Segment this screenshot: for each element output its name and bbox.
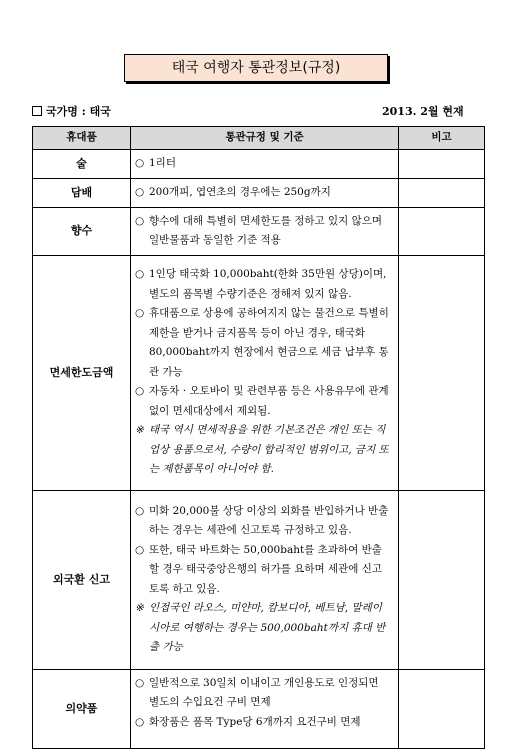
rule-item <box>135 183 392 203</box>
customs-table <box>32 126 485 749</box>
rule-text: 향수에 대해 특별히 면세한도를 정하고 있지 않으며 일반물품과 동일한 기준 적용 <box>149 214 383 246</box>
row-category: 향수 <box>33 207 131 255</box>
rule-note <box>135 599 392 658</box>
row-remarks <box>399 178 485 207</box>
row-remarks <box>399 490 485 669</box>
table-header-row <box>33 127 485 150</box>
rule-text: 휴대품으로 상용에 공하여지지 않는 물건으로 특별히 제한을 받거나 금지품목 등이 아닌 경우, 태국화 80,000baht까지 현장에서 현금으로 세금 납부후 통관 가능 <box>149 307 389 378</box>
row-category: 담배 <box>33 178 131 207</box>
circle-bullet-icon: ○ <box>135 543 145 556</box>
circle-bullet-icon: ○ <box>135 157 145 169</box>
circle-bullet-icon: ○ <box>135 185 145 198</box>
circle-bullet-icon: ○ <box>135 214 145 227</box>
country-label <box>32 103 111 119</box>
circle-bullet-icon: ○ <box>135 307 145 320</box>
row-rules <box>131 178 399 207</box>
circle-bullet-icon: ○ <box>135 504 145 517</box>
circle-bullet-icon: ○ <box>135 715 145 728</box>
table-row <box>33 669 485 748</box>
rule-text: 미화 20,000불 상당 이상의 외화를 반입하거나 반출하는 경우는 세관에 신고토록 규정하고 있음. <box>149 504 389 536</box>
row-rules <box>131 255 399 490</box>
rule-text: 자동차 · 오토바이 및 관련부품 등은 사용유무에 관계없이 면세대상에서 제외됨. <box>149 385 389 417</box>
note-text: 태국 역시 면세적용을 위한 기본조건은 개인 또는 직업상 용품으로서, 수량이 합리적인 범위이고, 금지 또는 제한품목이 아니어야 함. <box>149 424 389 476</box>
table-row <box>33 490 485 669</box>
rule-item <box>135 154 392 174</box>
row-rules <box>131 207 399 255</box>
rule-text: 또한, 태국 바트화는 50,000baht를 초과하여 반출할 경우 태국중앙은행의 허가를 요하며 세관에 신고토록 하고 있음. <box>149 543 383 595</box>
rule-note <box>135 421 392 480</box>
rule-item <box>135 382 392 421</box>
rule-text: 1리터 <box>149 157 176 169</box>
row-category: 술 <box>33 150 131 179</box>
rule-item <box>135 502 392 541</box>
circle-bullet-icon: ○ <box>135 385 145 398</box>
circle-bullet-icon: ○ <box>135 268 145 281</box>
row-remarks <box>399 150 485 179</box>
row-remarks <box>399 669 485 748</box>
row-category: 외국환 신고 <box>33 490 131 669</box>
reference-mark-icon: ※ <box>135 424 144 437</box>
rule-item <box>135 304 392 382</box>
document-title: 태국 여행자 통관정보(규정) <box>124 54 388 82</box>
row-rules <box>131 669 399 748</box>
rule-item <box>135 713 392 733</box>
table-row <box>33 255 485 490</box>
rule-text: 1인당 태국화 10,000baht(한화 35만원 상당)이며, 별도의 품목별 수량기준은 정해져 있지 않음. <box>149 268 387 300</box>
rule-item <box>135 212 392 251</box>
row-category: 면세한도금액 <box>33 255 131 490</box>
rule-text: 일반적으로 30일치 이내이고 개인용도로 인정되면 별도의 수입요건 구비 면제 <box>149 676 379 708</box>
table-row <box>33 150 485 179</box>
rule-item <box>135 541 392 600</box>
row-category: 의약품 <box>33 669 131 748</box>
table-row <box>33 207 485 255</box>
note-text: 인접국인 라오스, 미얀마, 캄보디아, 베트남, 말레이시아로 여행하는 경우는 500,000baht까지 휴대 반출 가능 <box>149 602 386 653</box>
date-label: 2013. 2월 현재 <box>382 105 464 118</box>
circle-bullet-icon: ○ <box>135 676 145 689</box>
row-remarks <box>399 255 485 490</box>
reference-mark-icon: ※ <box>135 602 144 614</box>
row-rules <box>131 490 399 669</box>
rule-item <box>135 265 392 304</box>
country-text: 국가명 : 태국 <box>46 105 111 118</box>
rule-text: 화장품은 품목 Type당 6개까지 요건구비 면제 <box>149 715 361 728</box>
rule-text: 200개피, 엽연초의 경우에는 250g까지 <box>149 185 331 198</box>
row-remarks <box>399 207 485 255</box>
checkbox-icon <box>32 106 42 116</box>
row-rules <box>131 150 399 179</box>
header-item: 휴대품 <box>33 127 131 150</box>
table-row <box>33 178 485 207</box>
header-remarks: 비고 <box>399 127 485 150</box>
rule-item <box>135 674 392 713</box>
header-rules: 통관규정 및 기준 <box>131 127 399 150</box>
